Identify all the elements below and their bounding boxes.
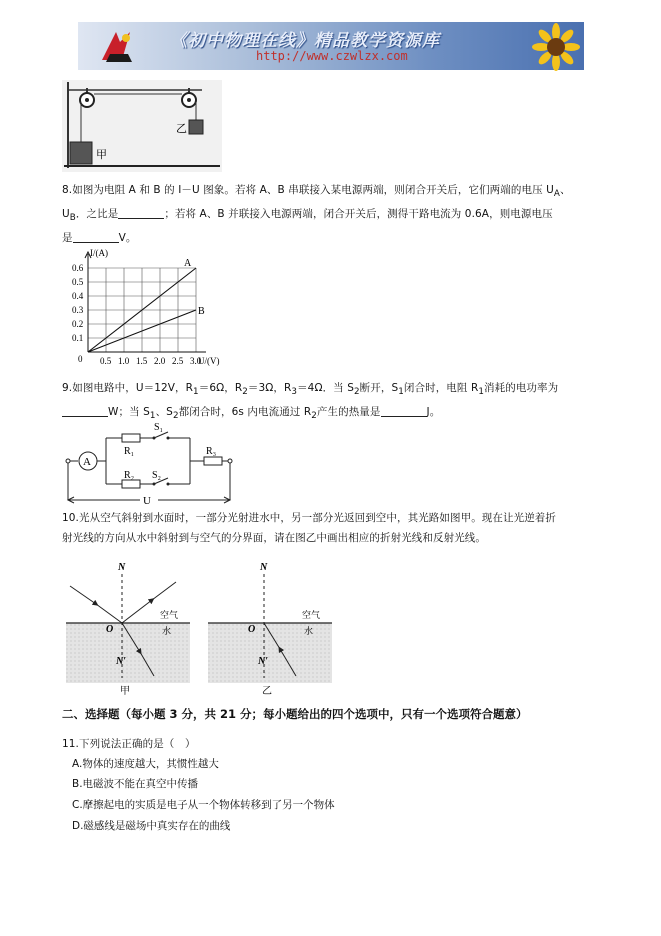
x-tick-label: 3.0	[190, 356, 202, 366]
series-label-b: B	[198, 306, 205, 317]
q11-option-d[interactable]: D.磁感线是磁场中真实存在的曲线	[72, 820, 231, 832]
x-axis-label: U/(V)	[198, 356, 220, 366]
question-9	[62, 378, 622, 426]
q8-line2: $U_B$．之比是 ；若将 A、B 并联接入电源两端，闭合开关后，测得干路电流为 0.6A，则电源电压	[62, 208, 553, 224]
circuit-diagram	[62, 420, 242, 506]
ammeter-label: A	[83, 456, 91, 468]
answer-blank-ratio[interactable]	[118, 206, 164, 219]
answer-blank-voltage[interactable]	[73, 230, 119, 243]
x-tick-label: 1.5	[136, 356, 148, 366]
iu-chart	[60, 246, 220, 370]
air-label: 空气	[160, 610, 179, 620]
q11-option-b[interactable]: B.电磁波不能在真空中传播	[72, 778, 199, 790]
r2-label: R₂	[124, 470, 135, 481]
water-label: 水	[304, 626, 314, 636]
normal-label: N	[118, 562, 126, 573]
y-axis-label: I/(A)	[90, 248, 108, 258]
r1-label: R₁	[124, 446, 135, 457]
origin-label: 0	[78, 354, 83, 364]
q11-option-a[interactable]: A.物体的速度越大，其惯性越大	[72, 758, 219, 770]
q10-line2: 射光线的方向从水中斜射到与空气的分界面，请在图乙中画出相应的折射光线和反射光线。	[62, 532, 486, 544]
q11-stem: 11.下列说法正确的是（ ）	[62, 738, 196, 750]
normal-prime-label: N′	[258, 656, 269, 667]
question-10	[62, 508, 622, 548]
banner-title: 《初中物理在线》精品教学资源库	[170, 31, 440, 51]
caption-jia: 甲	[120, 686, 130, 697]
y-tick-label: 0.4	[72, 291, 84, 301]
r3-label: R₃	[206, 446, 217, 457]
sunflower-icon	[526, 22, 584, 70]
s1-label: S₁	[154, 422, 164, 433]
question-8	[62, 180, 622, 248]
y-tick-label: 0.3	[72, 305, 84, 315]
normal-prime-label: N′	[116, 656, 127, 667]
answer-blank-power[interactable]	[62, 404, 108, 417]
pulley-label-jia: 甲	[96, 149, 107, 161]
section-2-title: 二、选择题（每小题 3 分，共 21 分；每小题给出的四个选项中，只有一个选项符合题意）	[62, 707, 528, 721]
x-tick-label: 1.0	[118, 356, 130, 366]
normal-label: N	[260, 562, 268, 573]
pulley-figure	[62, 80, 222, 172]
banner-url: http://www.czwlzx.com	[256, 49, 408, 63]
water-label: 水	[162, 626, 172, 636]
y-tick-label: 0.1	[72, 333, 84, 343]
caption-yi: 乙	[262, 686, 272, 697]
voltage-label: U	[143, 495, 151, 507]
x-tick-label: 2.5	[172, 356, 184, 366]
point-o-label: O	[248, 624, 256, 635]
q8-line3: 是 V。	[62, 232, 137, 245]
s2-label: S₂	[152, 470, 162, 481]
q9-line1: 9.如图电路中，U＝12V，$R_1=6\Omega$，$R_2=3\Omega$，$R_3=4\Omega$．当 $S_2$断开，$S_1$闭合时，电阻 $R_1$消耗的电功率为	[62, 382, 559, 398]
q11-option-c[interactable]: C.摩擦起电的实质是电子从一个物体转移到了另一个物体	[72, 799, 335, 811]
y-tick-label: 0.2	[72, 319, 84, 329]
optics-figure-yi	[208, 560, 332, 696]
x-tick-label: 0.5	[100, 356, 112, 366]
y-tick-label: 0.5	[72, 277, 84, 287]
q8-line1: 8.如图为电阻 A 和 B 的 I－U 图象。若将 A、B 串联接入某电源两端，则闭合开关后，它们两端的电压 $U_A$、	[62, 184, 571, 200]
q10-line1: 10.光从空气斜射到水面时，一部分光射进水中，另一部分光返回到空中，其光路如图甲。现在让光逆着折	[62, 512, 556, 524]
q9-line2: W；当 $S_1$、$S_2$都闭合时，6s 内电流通过 $R_2$产生的热量是 J。	[62, 402, 622, 426]
air-label: 空气	[302, 610, 321, 620]
pulley-label-yi: 乙	[176, 123, 187, 135]
optics-figure-jia	[66, 560, 190, 696]
header-banner	[78, 22, 584, 70]
series-label-a: A	[184, 258, 192, 269]
x-tick-label: 2.0	[154, 356, 166, 366]
y-tick-label: 0.6	[72, 263, 84, 273]
point-o-label: O	[106, 624, 114, 635]
answer-blank-heat[interactable]	[381, 404, 427, 417]
logo-icon	[96, 26, 138, 66]
